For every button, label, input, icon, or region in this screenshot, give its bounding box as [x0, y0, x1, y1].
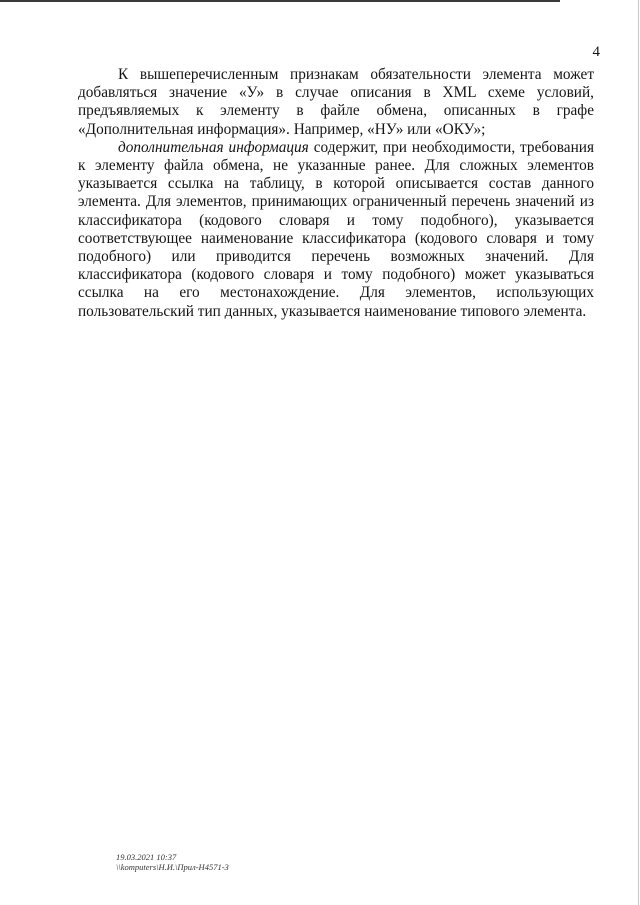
- top-border-line: [0, 0, 560, 2]
- page-number: 4: [592, 44, 600, 60]
- paragraph-obligation-note: К вышеперечисленным признакам обязательности элемента может добавляться значение «У» в случае описания в XML схеме условий, предъявляемых к элементу в файле обмена, описанных в графе «Дополнительная информация». Например, «НУ» или «ОКУ»;: [78, 66, 594, 138]
- footer-file-ref: \\komputers\Н.И.\Прил-Н4571-3: [116, 862, 229, 872]
- term-additional-info: дополнительная информация: [118, 138, 309, 156]
- additional-info-description: содержит, при необходимости, требования к элементу файла обмена, не указанные ранее. Для сложных элементов указывается ссылка на таблицу, в которой описывается состав данного элемента. Для элементов, принимающих ограниченный перечень значений из классификатора (кодового словаря и тому подобного), указывается соответствующее наименование классификатора (кодового словаря и тому подобного) или приводится перечень возможных значений. Для классификатора (кодового словаря и тому подобного) может указываться ссылка на его местонахождение. Для элементов, использующих пользовательский тип данных, указывается наименование типового элемента.: [78, 138, 595, 320]
- print-footer: [116, 852, 229, 872]
- document-body: [78, 66, 594, 321]
- paragraph-additional-info: [78, 139, 594, 321]
- footer-timestamp: 19.03.2021 10:37: [116, 852, 177, 862]
- right-border-line: [638, 0, 639, 905]
